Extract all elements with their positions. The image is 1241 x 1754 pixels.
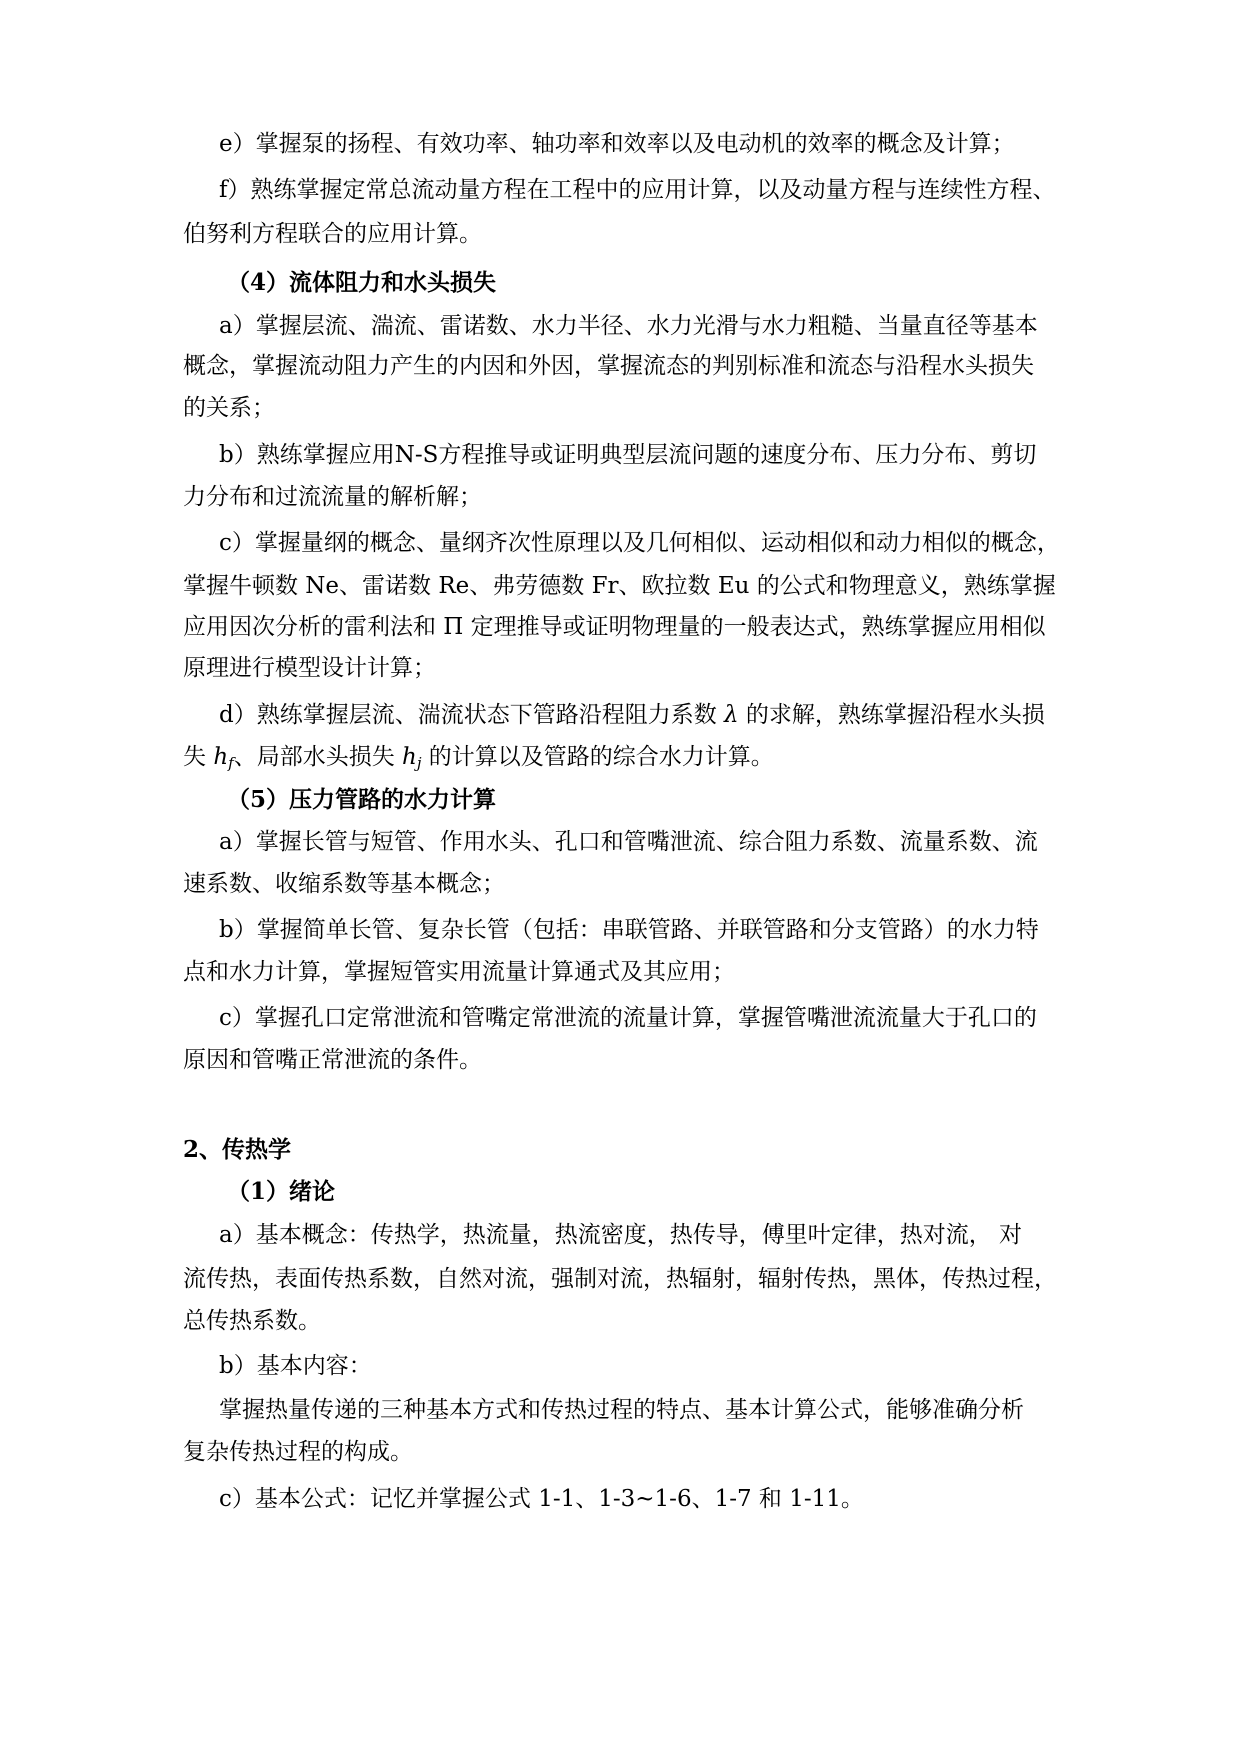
section-heading: 2、传热学 [183,1136,292,1163]
text-fragment: 、局部水头损失 [233,744,403,770]
text-line: b）熟练掌握应用N-S方程推导或证明典型层流问题的速度分布、压力分布、剪切 [219,442,1037,468]
text-line: 原理进行模型设计计算； [183,655,436,681]
text-line: 力分布和过流流量的解析解； [183,484,482,510]
text-line: a）掌握层流、湍流、雷诺数、水力半径、水力光滑与水力粗糙、当量直径等基本 [219,313,1038,339]
subscript-f: f [228,754,234,772]
math-symbol-h: h [402,744,417,770]
text-line: c）掌握孔口定常泄流和管嘴定常泄流的流量计算，掌握管嘴泄流流量大于孔口的 [219,1005,1037,1031]
text-line: 的关系； [183,395,275,421]
text-fragment: 的求解，熟练掌握沿程水头损 [738,702,1045,728]
text-line: 伯努利方程联合的应用计算。 [183,221,482,247]
subscript-j: j [416,754,422,772]
subsection-heading: （4）流体阻力和水头损失 [227,269,497,296]
lambda-symbol: λ [724,702,739,728]
text-line: 概念，掌握流动阻力产生的内因和外因，掌握流态的判别标准和流态与沿程水头损失 [183,353,1034,379]
text-fragment: 失 [183,744,214,770]
text-line [219,700,1119,730]
text-line: f）熟练掌握定常总流动量方程在工程中的应用计算，以及动量方程与连续性方程、 [219,177,1056,203]
text-line: 复杂传热过程的构成。 [183,1439,413,1465]
subsection-heading: （5）压力管路的水力计算 [227,786,497,813]
text-line: b）掌握简单长管、复杂长管（包括：串联管路、并联管路和分支管路）的水力特 [219,917,1039,943]
text-line: b）基本内容： [219,1353,372,1379]
math-symbol-h: h [213,744,229,770]
text-line: 原因和管嘴正常泄流的条件。 [183,1047,482,1073]
text-line: 总传热系数。 [183,1308,321,1334]
text-line: c）掌握量纲的概念、量纲齐次性原理以及几何相似、运动相似和动力相似的概念， [219,530,1060,556]
subsection-heading: （1）绪论 [227,1178,336,1205]
text-line [219,1220,1119,1250]
text-fragment: 的计算以及管路的综合水力计算。 [421,744,774,770]
text-line: 掌握热量传递的三种基本方式和传热过程的特点、基本计算公式，能够准确分析 [219,1397,1024,1423]
text-fragment: d）熟练掌握层流、湍流状态下管路沿程阻力系数 [219,702,725,728]
text-fragment: 传热学，热流量，热流密度，热传导，傅里叶定律，热对流， 对 [370,1222,1023,1248]
text-line: 速系数、收缩系数等基本概念； [183,871,505,897]
text-line: a）掌握长管与短管、作用水头、孔口和管嘴泄流、综合阻力系数、流量系数、流 [219,829,1038,855]
text-line: 应用因次分析的雷利法和 Π 定理推导或证明物理量的一般表达式，熟练掌握应用相似 [183,614,1046,640]
text-line: c）基本公式：记忆并掌握公式 1-1、1-3~1-6、1-7 和 1-11。 [219,1486,864,1512]
text-line: 掌握牛顿数 Ne、雷诺数 Re、弗劳德数 Fr、欧拉数 Eu 的公式和物理意义，熟练掌握 [183,573,1056,599]
text-fragment: a）基本概念： [219,1222,371,1248]
text-line [183,742,1083,778]
text-line: 点和水力计算，掌握短管实用流量计算通式及其应用； [183,959,735,985]
text-line: e）掌握泵的扬程、有效功率、轴功率和效率以及电动机的效率的概念及计算； [219,131,1015,157]
text-line: 流传热，表面传热系数，自然对流，强制对流，热辐射，辐射传热，黑体，传热过程， [183,1266,1057,1292]
